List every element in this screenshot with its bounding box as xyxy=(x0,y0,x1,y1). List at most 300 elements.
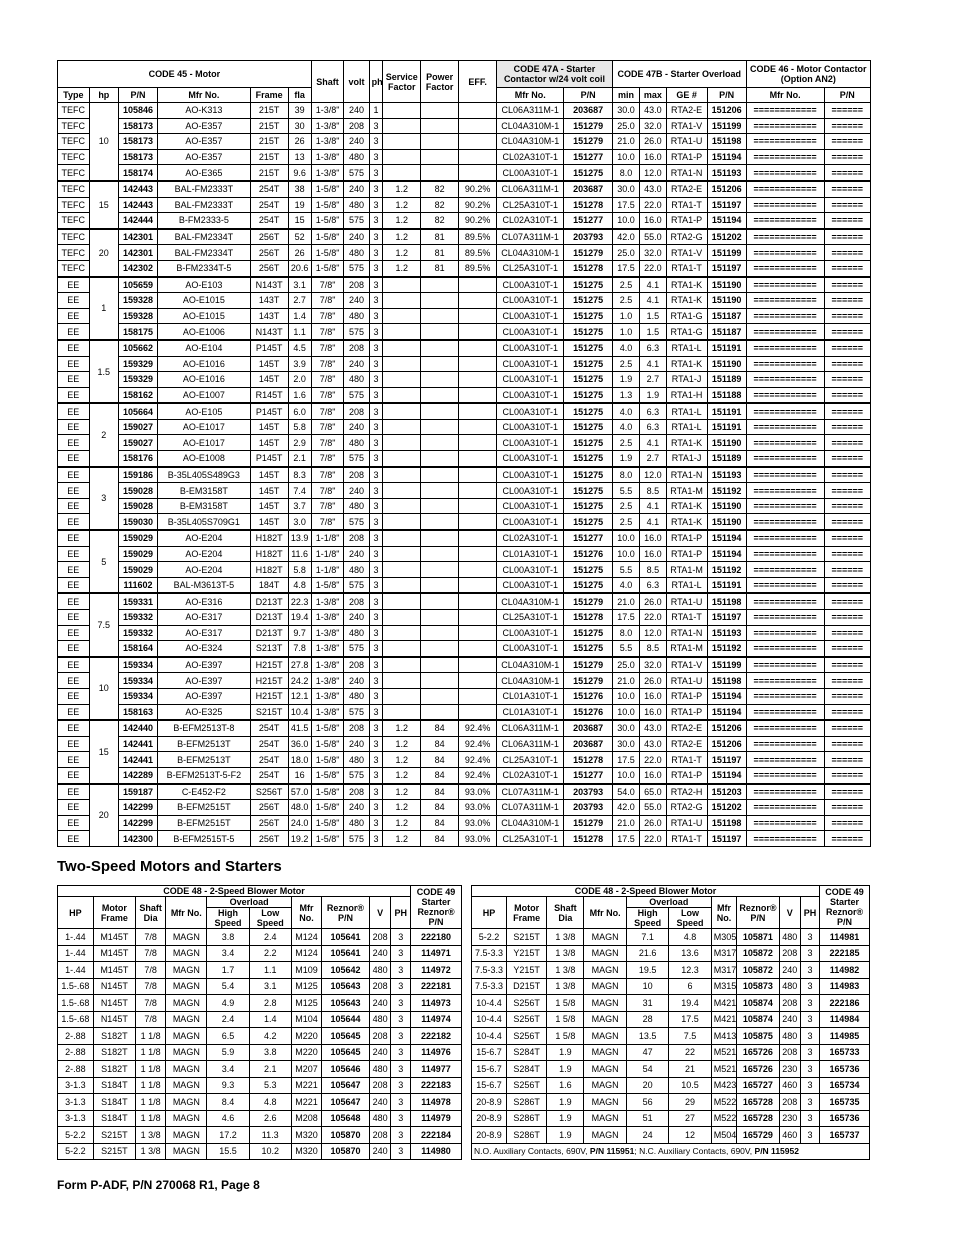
table-cell: 165735 xyxy=(820,1094,870,1111)
table-cell: 3 xyxy=(391,995,411,1012)
table-cell: 105641 xyxy=(322,929,370,946)
table-cell: 11.6 xyxy=(288,546,311,562)
table-cell: 10.4 xyxy=(288,704,311,720)
table-cell: 1 3/8 xyxy=(135,1143,165,1160)
table-cell: S184T xyxy=(93,1110,135,1127)
table-cell: AO-E1017 xyxy=(158,435,251,451)
table-cell: 4.0 xyxy=(612,577,639,593)
table-cell: 22.0 xyxy=(640,610,666,626)
table-cell: 2.8 xyxy=(249,995,291,1012)
table-cell: 145T xyxy=(250,498,288,514)
table-cell: 575 xyxy=(344,213,369,229)
table-cell: 215T xyxy=(250,165,288,181)
table-cell: AO-E104 xyxy=(158,340,251,356)
table-cell xyxy=(383,688,421,704)
table-cell: 575 xyxy=(344,767,369,783)
table-cell xyxy=(383,403,421,419)
table-row xyxy=(58,293,871,309)
table-cell: 151194 xyxy=(707,767,746,783)
table-row xyxy=(58,784,871,800)
table-cell: 90.2% xyxy=(459,197,497,213)
table-cell: EE xyxy=(58,673,90,689)
table-cell: 151193 xyxy=(707,625,746,641)
table-cell: CL06A311M-1 xyxy=(497,103,564,119)
table-cell: CL06A311M-1 xyxy=(497,720,564,736)
table-row xyxy=(58,340,871,356)
table-cell: ============ xyxy=(746,435,824,451)
table-cell xyxy=(459,657,497,673)
table-cell: 151275 xyxy=(564,483,612,499)
table-cell: EE xyxy=(58,736,90,752)
table-cell: 3 xyxy=(800,1044,819,1061)
table-cell: 93.0% xyxy=(459,784,497,800)
table-cell: 10.0 xyxy=(612,704,639,720)
table-cell xyxy=(383,149,421,165)
table-cell: 56 xyxy=(626,1094,668,1111)
table-cell: 222185 xyxy=(820,945,870,962)
table-cell: 1-1/8" xyxy=(311,546,344,562)
table-cell: 151190 xyxy=(707,435,746,451)
table-cell: 38 xyxy=(288,181,311,197)
table-cell: 151206 xyxy=(707,103,746,119)
table-cell: 480 xyxy=(344,688,369,704)
table-cell: 3 xyxy=(800,962,819,979)
table-cell: 3 xyxy=(369,657,383,673)
table-cell xyxy=(383,103,421,119)
table-cell: ============ xyxy=(746,641,824,657)
table-cell: RTA1-G xyxy=(666,324,707,340)
table-cell: 81 xyxy=(421,260,459,276)
table-cell xyxy=(383,467,421,483)
table-cell: 5.8 xyxy=(288,419,311,435)
table-cell: 575 xyxy=(344,641,369,657)
table-cell: RTA2-E xyxy=(666,181,707,197)
table-cell: S256T xyxy=(507,1028,547,1045)
table-cell: 203793 xyxy=(564,800,612,816)
table-cell: CL00A310T-1 xyxy=(497,483,564,499)
service-factor-header: Service Factor xyxy=(383,61,421,103)
hp-cell: 2 xyxy=(89,403,118,466)
table-cell: 3 xyxy=(391,1044,411,1061)
table-row xyxy=(58,308,871,324)
table-cell xyxy=(421,514,459,530)
table-cell: 151189 xyxy=(707,451,746,467)
table-cell: EE xyxy=(58,451,90,467)
table-row xyxy=(58,277,871,293)
table-cell: 158162 xyxy=(119,387,158,403)
table-cell: EE xyxy=(58,784,90,800)
table-cell: 17.2 xyxy=(207,1127,249,1144)
table-cell: 480 xyxy=(344,197,369,213)
table-cell: D213T xyxy=(250,610,288,626)
table-cell: 114980 xyxy=(411,1143,462,1160)
col-46-mfr: Mfr No. xyxy=(746,88,824,103)
table-cell: 208 xyxy=(369,1077,391,1094)
table-cell: 1-3/8" xyxy=(311,103,344,119)
table-cell xyxy=(459,451,497,467)
table-cell: 240 xyxy=(344,546,369,562)
table-cell: 208 xyxy=(779,945,800,962)
table-cell: 151198 xyxy=(707,673,746,689)
table-cell: 165728 xyxy=(737,1094,779,1111)
table-cell: 151279 xyxy=(564,134,612,150)
table-cell: EE xyxy=(58,514,90,530)
table-cell: 21.0 xyxy=(612,134,639,150)
table-cell: TEFC xyxy=(58,134,90,150)
table-cell: 575 xyxy=(344,831,369,847)
table-cell: AO-E325 xyxy=(158,704,251,720)
table-cell: 1.2 xyxy=(383,800,421,816)
table-cell: 92.4% xyxy=(459,720,497,736)
table-cell: AO-E324 xyxy=(158,641,251,657)
table-cell: 22.0 xyxy=(640,831,666,847)
table-cell: 105872 xyxy=(737,945,779,962)
table-cell: AO-E365 xyxy=(158,165,251,181)
table-cell xyxy=(383,673,421,689)
table-cell: EE xyxy=(58,403,90,419)
table-cell: 222182 xyxy=(411,1028,462,1045)
table-cell: TEFC xyxy=(58,213,90,229)
table-cell xyxy=(421,610,459,626)
table-cell: 159334 xyxy=(119,688,158,704)
table-cell: 82 xyxy=(421,181,459,197)
table-cell: 3 xyxy=(800,945,819,962)
table-cell: MAGN xyxy=(584,1028,626,1045)
table-cell: M522 xyxy=(711,1094,736,1111)
table-cell: MAGN xyxy=(584,1110,626,1127)
table-cell: 26.0 xyxy=(640,593,666,609)
table-cell: 22.0 xyxy=(640,197,666,213)
table-cell: 254T xyxy=(250,767,288,783)
frame-header: Motor Frame xyxy=(93,897,135,929)
table-cell: EE xyxy=(58,467,90,483)
table-cell: 30 xyxy=(288,118,311,134)
table-cell: 4.0 xyxy=(612,403,639,419)
table-cell: 10.0 xyxy=(612,530,639,546)
table-row xyxy=(58,403,871,419)
table-cell: 1.9 xyxy=(612,451,639,467)
table-cell: 17.5 xyxy=(612,831,639,847)
table-cell: 4.0 xyxy=(612,340,639,356)
table-cell: 89.5% xyxy=(459,229,497,245)
table-cell: 1 1/8 xyxy=(135,1077,165,1094)
table-cell xyxy=(459,340,497,356)
table-cell xyxy=(459,308,497,324)
table-cell: 12.0 xyxy=(640,625,666,641)
table-cell: 159328 xyxy=(119,308,158,324)
table-cell: 240 xyxy=(369,1094,391,1111)
table-cell: ====== xyxy=(824,467,870,483)
table-cell: 16.0 xyxy=(640,546,666,562)
table-cell: 7/8" xyxy=(311,293,344,309)
table-cell: RTA1-J xyxy=(666,372,707,388)
table-cell: 13.6 xyxy=(669,945,711,962)
table-cell: 17.5 xyxy=(612,752,639,768)
table-cell: EE xyxy=(58,657,90,673)
table-cell xyxy=(421,467,459,483)
table-cell: MAGN xyxy=(584,962,626,979)
table-cell: 6.3 xyxy=(640,577,666,593)
table-row xyxy=(58,962,462,979)
table-cell xyxy=(421,340,459,356)
table-cell: 7/8" xyxy=(311,387,344,403)
hp-cell: 15 xyxy=(89,181,118,229)
table-cell: 2.1 xyxy=(288,451,311,467)
ph-header: PH xyxy=(800,897,819,929)
table-cell: ====== xyxy=(824,831,870,847)
table-cell xyxy=(459,467,497,483)
table-cell: 26.0 xyxy=(640,134,666,150)
table-cell: 230 xyxy=(779,1110,800,1127)
table-cell: MAGN xyxy=(584,929,626,946)
table-cell: 3 xyxy=(391,1077,411,1094)
table-cell: 114978 xyxy=(411,1094,462,1111)
table-cell: 480 xyxy=(344,625,369,641)
table-row xyxy=(472,1044,870,1061)
table-cell: RTA1-P xyxy=(666,767,707,783)
table-cell: M125 xyxy=(291,995,321,1012)
table-cell: 81 xyxy=(421,229,459,245)
table-cell: 1 3/8 xyxy=(547,945,584,962)
table-cell: 105659 xyxy=(119,277,158,293)
table-cell: 151275 xyxy=(564,641,612,657)
table-cell: 3 xyxy=(369,831,383,847)
table-cell: 151275 xyxy=(564,340,612,356)
table-cell: ============ xyxy=(746,277,824,293)
table-cell: 240 xyxy=(344,356,369,372)
table-cell: 3 xyxy=(391,1110,411,1127)
table-cell: ====== xyxy=(824,245,870,261)
table-cell: ====== xyxy=(824,197,870,213)
table-cell: 1 1/8 xyxy=(135,1028,165,1045)
mfr-header: Mfr No. xyxy=(166,897,207,929)
table-cell: 10-4.4 xyxy=(472,995,507,1012)
table-cell: 208 xyxy=(344,784,369,800)
table-cell: 3-1.3 xyxy=(58,1110,94,1127)
table-cell xyxy=(421,673,459,689)
table-cell: 7/8" xyxy=(311,419,344,435)
table-cell: 3 xyxy=(369,498,383,514)
table-cell xyxy=(383,293,421,309)
table-cell: MAGN xyxy=(166,995,207,1012)
table-cell: 480 xyxy=(779,1028,800,1045)
table-cell: TEFC xyxy=(58,165,90,181)
table-cell: 215T xyxy=(250,149,288,165)
table-cell xyxy=(383,165,421,181)
table-cell: ============ xyxy=(746,610,824,626)
table-cell: CL00A310T-1 xyxy=(497,641,564,657)
table-cell xyxy=(421,118,459,134)
table-cell xyxy=(459,419,497,435)
table-cell: 151279 xyxy=(564,815,612,831)
table-cell: 1-5/8" xyxy=(311,229,344,245)
table-cell: M145T xyxy=(93,945,135,962)
table-cell: ====== xyxy=(824,324,870,340)
section-title: Two-Speed Motors and Starters xyxy=(57,858,282,875)
table-cell: 158163 xyxy=(119,704,158,720)
col-47a-pn: P/N xyxy=(564,88,612,103)
note-text-2: ; N.C. Auxiliary Contacts, 690V, xyxy=(634,1146,755,1157)
table-cell: D215T xyxy=(507,978,547,995)
table-row xyxy=(58,1061,462,1078)
table-cell: 151199 xyxy=(707,657,746,673)
table-cell: 151190 xyxy=(707,277,746,293)
table-cell: 3 xyxy=(800,995,819,1012)
table-cell: 159029 xyxy=(119,530,158,546)
table-cell: 3 xyxy=(800,1110,819,1127)
table-cell: 151190 xyxy=(707,498,746,514)
hp-cell: 20 xyxy=(89,784,118,847)
table-cell: 254T xyxy=(250,213,288,229)
table-cell: 7/8" xyxy=(311,308,344,324)
table-cell: 7/8" xyxy=(311,340,344,356)
table-cell: ============ xyxy=(746,340,824,356)
table-cell: AO-E397 xyxy=(158,673,251,689)
table-cell: ============ xyxy=(746,704,824,720)
table-cell: MAGN xyxy=(584,978,626,995)
table-row xyxy=(58,995,462,1012)
table-cell: B-35L405S709G1 xyxy=(158,514,251,530)
table-cell: 1.1 xyxy=(288,324,311,340)
table-cell: 1.6 xyxy=(547,1077,584,1094)
table-row xyxy=(58,356,871,372)
table-cell: 2.5 xyxy=(612,356,639,372)
table-row xyxy=(58,245,871,261)
table-cell: H215T xyxy=(250,688,288,704)
table-cell: 3 xyxy=(391,1028,411,1045)
table-cell: 1.5 xyxy=(640,324,666,340)
table-cell: 105644 xyxy=(322,1011,370,1028)
table-cell: 105648 xyxy=(322,1110,370,1127)
table-cell: 105642 xyxy=(322,962,370,979)
table-cell: 1.2 xyxy=(383,752,421,768)
table-cell: BAL-M3613T-5 xyxy=(158,577,251,593)
table-cell xyxy=(459,387,497,403)
table-cell: 165728 xyxy=(737,1110,779,1127)
table-cell: 151277 xyxy=(564,530,612,546)
table-cell: 165736 xyxy=(820,1110,870,1127)
table-cell: EE xyxy=(58,800,90,816)
table-cell: 10-4.4 xyxy=(472,1028,507,1045)
table-cell: 12.3 xyxy=(669,962,711,979)
table-cell: ====== xyxy=(824,149,870,165)
motor-starter-table xyxy=(57,60,871,847)
table-cell: 159329 xyxy=(119,356,158,372)
table-cell: 159328 xyxy=(119,293,158,309)
table-cell: CL00A310T-1 xyxy=(497,387,564,403)
table-cell xyxy=(383,483,421,499)
table-cell: AO-E316 xyxy=(158,593,251,609)
table-cell: MAGN xyxy=(166,1127,207,1144)
table-cell: 7/8" xyxy=(311,372,344,388)
table-cell: 26.0 xyxy=(640,815,666,831)
table-cell: 142440 xyxy=(119,720,158,736)
table-cell: 208 xyxy=(369,929,391,946)
table-cell xyxy=(459,483,497,499)
table-cell: 151275 xyxy=(564,372,612,388)
table-cell xyxy=(383,530,421,546)
table-cell: RTA1-T xyxy=(666,752,707,768)
table-cell: CL00A310T-1 xyxy=(497,340,564,356)
table-cell: H182T xyxy=(250,530,288,546)
table-cell: 7/8 xyxy=(135,962,165,979)
table-cell: 208 xyxy=(369,978,391,995)
power-factor-header: Power Factor xyxy=(421,61,459,103)
table-cell: CL25A310T-1 xyxy=(497,752,564,768)
table-cell: 145T xyxy=(250,419,288,435)
table-cell xyxy=(383,498,421,514)
table-cell: AO-E1016 xyxy=(158,372,251,388)
table-cell xyxy=(383,324,421,340)
table-cell: 3 xyxy=(800,978,819,995)
table-cell: RTA1-P xyxy=(666,149,707,165)
table-cell: EE xyxy=(58,688,90,704)
table-cell: 2.5 xyxy=(612,514,639,530)
table-cell: 93.0% xyxy=(459,800,497,816)
table-cell: 208 xyxy=(779,1094,800,1111)
table-cell: 20 xyxy=(626,1077,668,1094)
table-cell xyxy=(421,103,459,119)
table-cell: CL25A310T-1 xyxy=(497,197,564,213)
table-cell: 4.8 xyxy=(288,577,311,593)
table-cell: 151275 xyxy=(564,562,612,578)
table-cell: 480 xyxy=(344,752,369,768)
table-cell: 1.2 xyxy=(383,831,421,847)
table-cell: 151194 xyxy=(707,149,746,165)
table-cell: 3.7 xyxy=(288,498,311,514)
table-cell: 151192 xyxy=(707,483,746,499)
table-cell: 159029 xyxy=(119,562,158,578)
table-cell: EE xyxy=(58,815,90,831)
table-cell: ============ xyxy=(746,736,824,752)
table-cell: 151198 xyxy=(707,593,746,609)
table-cell xyxy=(383,577,421,593)
table-cell: 16.0 xyxy=(640,688,666,704)
table-cell: 151192 xyxy=(707,641,746,657)
table-cell: S184T xyxy=(93,1094,135,1111)
table-cell: EE xyxy=(58,831,90,847)
table-cell: 1-5/8" xyxy=(311,213,344,229)
table-cell: 30.0 xyxy=(612,181,639,197)
table-cell: AO-E357 xyxy=(158,118,251,134)
table-cell xyxy=(459,498,497,514)
table-cell: 114981 xyxy=(820,929,870,946)
table-cell: 3 xyxy=(369,419,383,435)
table-cell: 25.0 xyxy=(612,245,639,261)
table-cell: 151277 xyxy=(564,213,612,229)
table-cell: ============ xyxy=(746,324,824,340)
table-cell: ============ xyxy=(746,213,824,229)
table-cell: 21.0 xyxy=(612,673,639,689)
table-cell: S215T xyxy=(507,929,547,946)
table-cell: 22 xyxy=(669,1044,711,1061)
table-cell xyxy=(459,514,497,530)
table-cell: RTA1-K xyxy=(666,293,707,309)
table-cell: 1.9 xyxy=(547,1127,584,1144)
table-cell xyxy=(421,577,459,593)
table-cell: ============ xyxy=(746,149,824,165)
table-cell: M220 xyxy=(291,1028,321,1045)
table-row xyxy=(58,149,871,165)
frame-header: Motor Frame xyxy=(507,897,547,929)
table-cell: S256T xyxy=(507,1077,547,1094)
table-cell: BAL-FM2333T xyxy=(158,197,251,213)
table-cell: 1.9 xyxy=(547,1044,584,1061)
table-cell: 2.5 xyxy=(612,435,639,451)
table-cell: 17.5 xyxy=(612,260,639,276)
table-cell: 105643 xyxy=(322,995,370,1012)
code46-header: CODE 46 - Motor Contactor (Option AN2) xyxy=(746,61,870,88)
